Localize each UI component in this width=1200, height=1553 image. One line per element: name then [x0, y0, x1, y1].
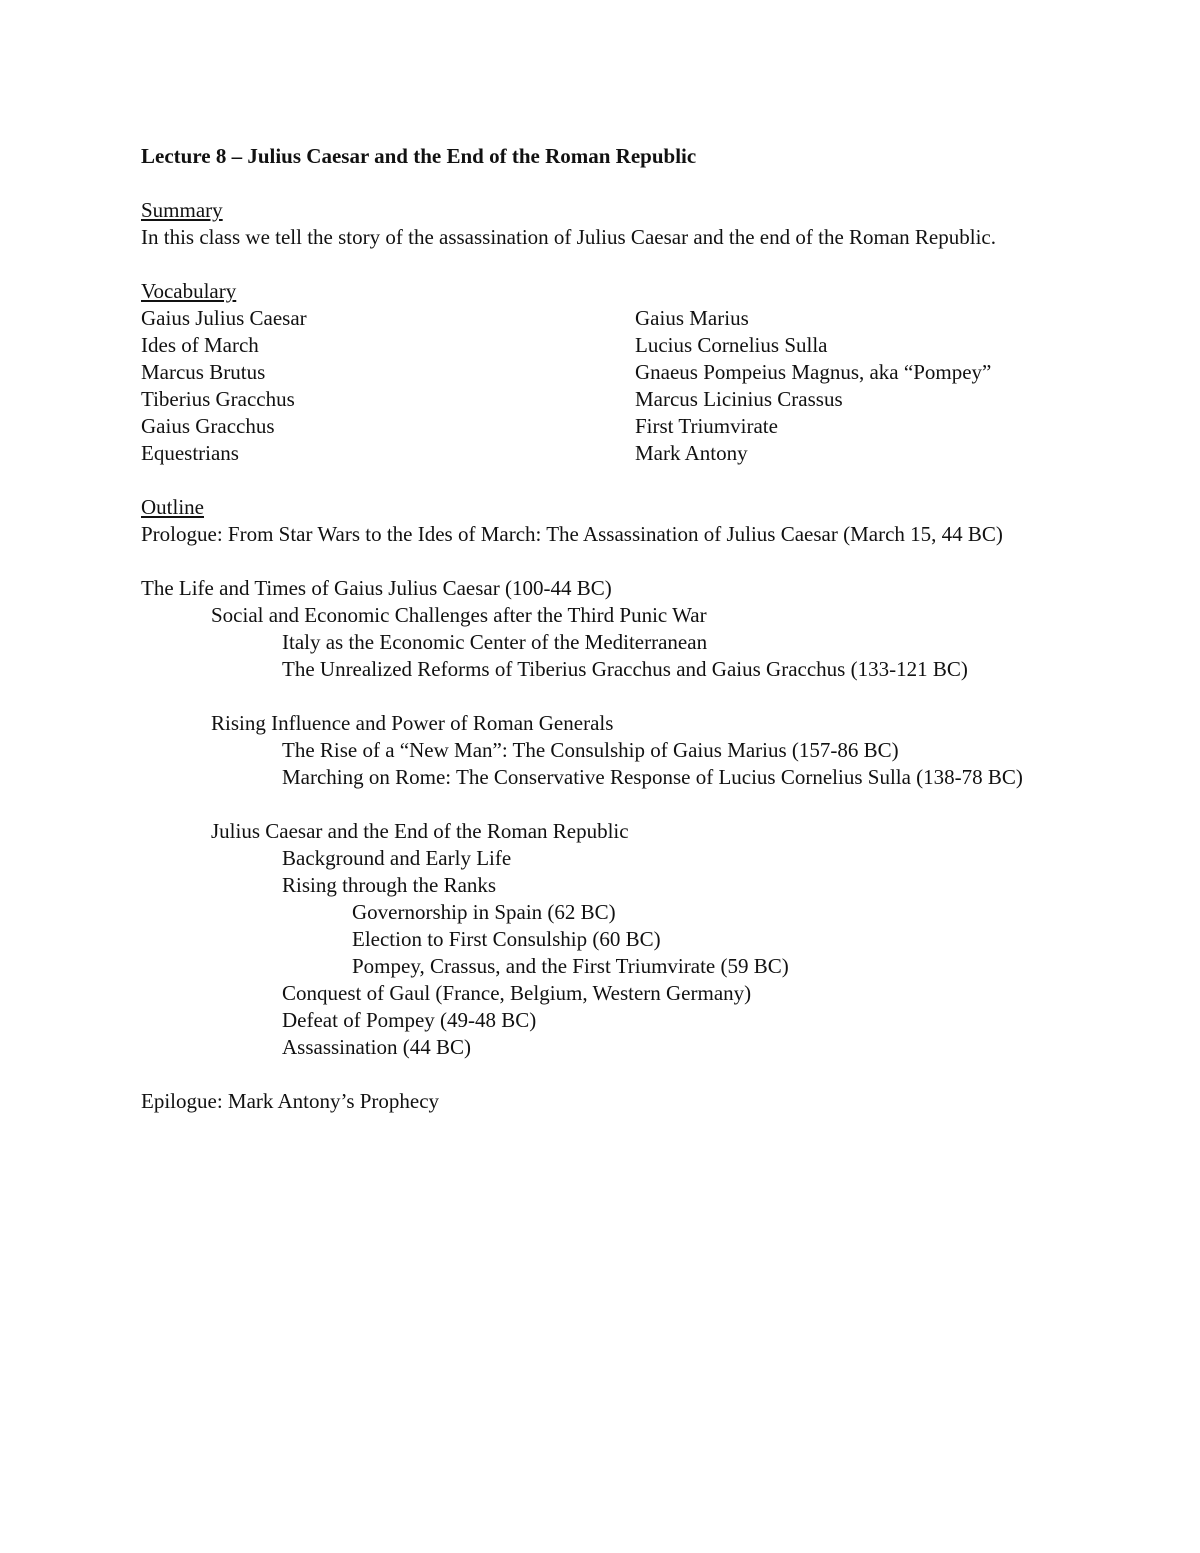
outline-section-title: Julius Caesar and the End of the Roman Republic — [211, 819, 629, 843]
outline-item: Assassination (44 BC) — [282, 1035, 471, 1059]
lecture-title: Lecture 8 – Julius Caesar and the End of the Roman Republic — [141, 144, 697, 168]
outline-item: Marching on Rome: The Conservative Response of Lucius Cornelius Sulla (138-78 BC) — [282, 765, 1023, 789]
vocab-term: First Triumvirate — [635, 414, 778, 438]
vocab-term: Gnaeus Pompeius Magnus, aka “Pompey” — [635, 360, 992, 384]
outline-item: Defeat of Pompey (49-48 BC) — [282, 1008, 537, 1032]
vocabulary-list — [141, 305, 1141, 467]
outline-item: Rising through the Ranks — [282, 873, 497, 897]
document-page — [141, 143, 1141, 1115]
outline-item: The Unrealized Reforms of Tiberius Gracchus and Gaius Gracchus (133-121 BC) — [282, 657, 968, 681]
summary-heading: Summary — [141, 198, 223, 222]
vocab-term: Mark Antony — [635, 441, 748, 465]
vocabulary-heading: Vocabulary — [141, 279, 237, 303]
vocabulary-right-column — [635, 305, 991, 467]
outline-subitem: Governorship in Spain (62 BC) — [352, 900, 616, 924]
outline-subitem: Election to First Consulship (60 BC) — [352, 927, 661, 951]
outline-item: The Rise of a “New Man”: The Consulship of Gaius Marius (157-86 BC) — [282, 738, 899, 762]
vocab-term: Ides of March — [141, 333, 259, 357]
outline-life-title: The Life and Times of Gaius Julius Caesar (100-44 BC) — [141, 576, 612, 600]
vocab-term: Lucius Cornelius Sulla — [635, 333, 828, 357]
outline-heading: Outline — [141, 495, 204, 519]
vocab-term: Marcus Licinius Crassus — [635, 387, 843, 411]
vocab-term: Tiberius Gracchus — [141, 387, 295, 411]
summary-text: In this class we tell the story of the assassination of Julius Caesar and the end of the Roman Republic. — [141, 225, 996, 249]
outline-section-title: Rising Influence and Power of Roman Generals — [211, 711, 614, 735]
vocab-term: Gaius Gracchus — [141, 414, 275, 438]
outline-item: Conquest of Gaul (France, Belgium, Western Germany) — [282, 981, 752, 1005]
vocab-term: Gaius Marius — [635, 306, 749, 330]
outline-section-title: Social and Economic Challenges after the Third Punic War — [211, 603, 707, 627]
outline-item: Italy as the Economic Center of the Mediterranean — [282, 630, 708, 654]
vocab-term: Gaius Julius Caesar — [141, 306, 307, 330]
outline-subitem: Pompey, Crassus, and the First Triumvirate (59 BC) — [352, 954, 789, 978]
outline-epilogue: Epilogue: Mark Antony’s Prophecy — [141, 1089, 440, 1113]
vocab-term: Marcus Brutus — [141, 360, 266, 384]
outline-item: Background and Early Life — [282, 846, 512, 870]
outline-prologue: Prologue: From Star Wars to the Ides of March: The Assassination of Julius Caesar (March 15, 44 BC) — [141, 522, 1003, 546]
vocab-term: Equestrians — [141, 441, 239, 465]
vocabulary-left-column — [141, 305, 635, 467]
